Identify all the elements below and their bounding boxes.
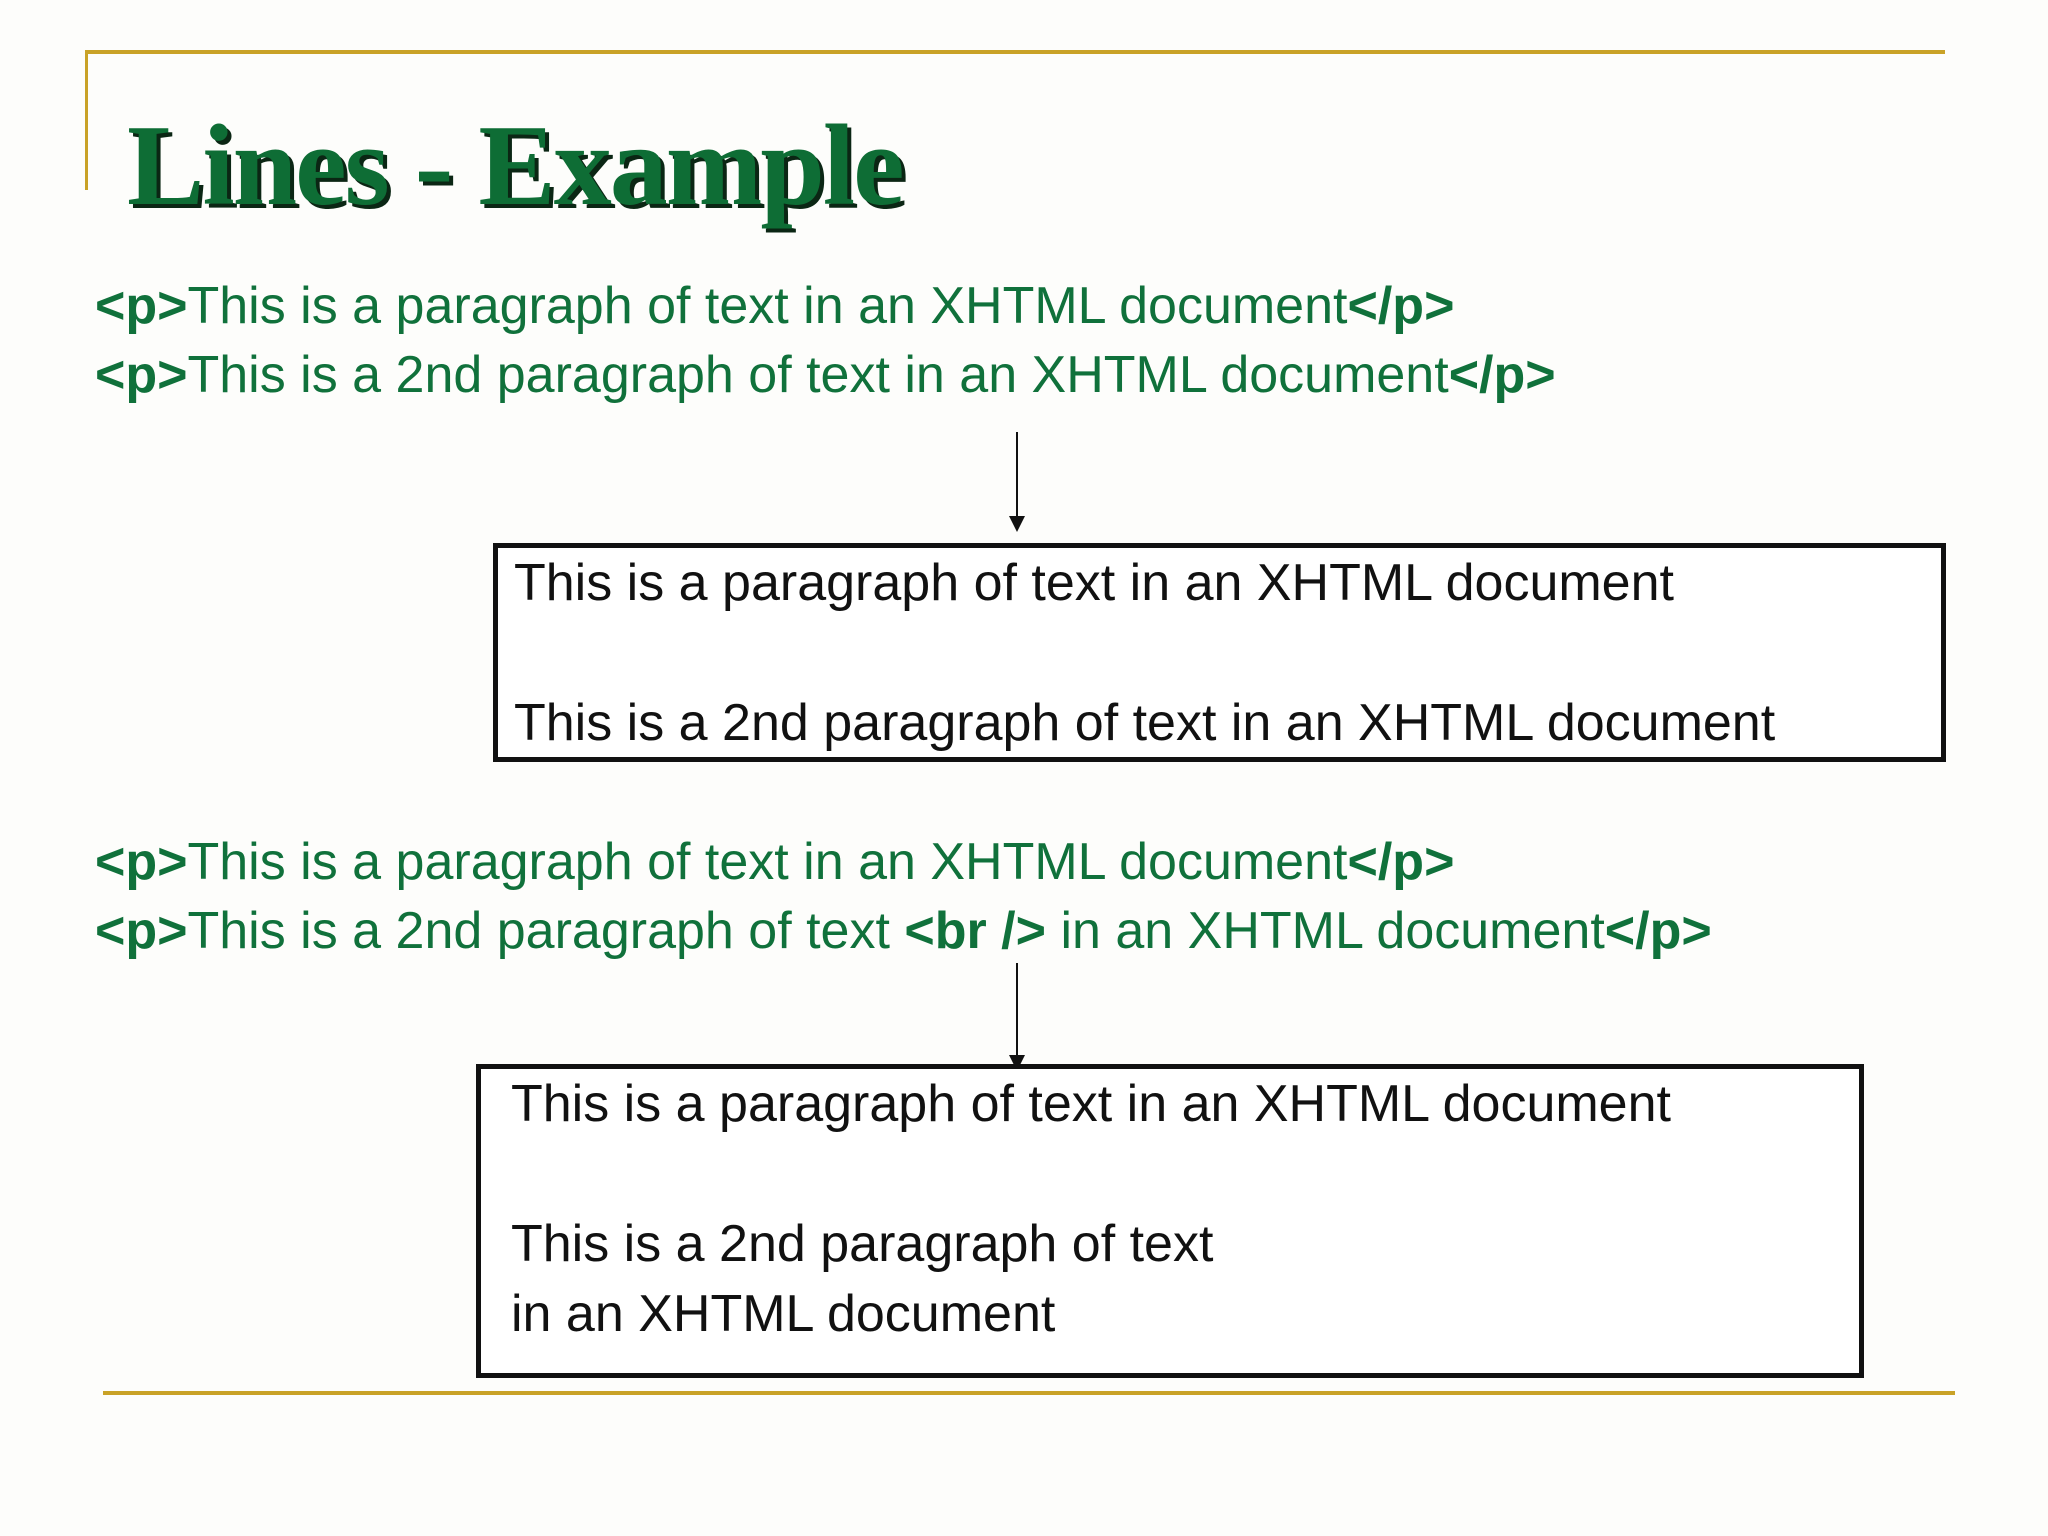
rendered-paragraph-2: This is a 2nd paragraph of text in an XHTML document xyxy=(514,694,1776,752)
rendered-paragraph-1: This is a paragraph of text in an XHTML document xyxy=(514,554,1674,612)
open-tag: <p> xyxy=(95,346,188,404)
code-line-1 xyxy=(95,276,1454,336)
open-tag: <p> xyxy=(95,902,188,960)
close-tag: </p> xyxy=(1347,833,1455,891)
close-tag: </p> xyxy=(1604,902,1712,960)
left-rule xyxy=(85,50,88,190)
code-line-4 xyxy=(95,901,1712,961)
code-text: This is a 2nd paragraph of text in an XHTML document xyxy=(187,346,1449,404)
top-rule xyxy=(85,50,1945,54)
open-tag: <p> xyxy=(95,833,188,891)
code-line-3 xyxy=(95,832,1454,892)
code-text: This is a paragraph of text in an XHTML document xyxy=(187,277,1348,335)
rendered-paragraph-2-line-1: This is a 2nd paragraph of text xyxy=(511,1215,1214,1273)
arrow-down-icon xyxy=(1016,432,1018,518)
code-line-2 xyxy=(95,345,1556,405)
bottom-rule xyxy=(103,1391,1955,1395)
slide-title: Lines - Example xyxy=(127,102,903,230)
rendered-paragraph-1: This is a paragraph of text in an XHTML document xyxy=(511,1075,1671,1133)
code-text-after-break: in an XHTML document xyxy=(1046,902,1605,960)
close-tag: </p> xyxy=(1347,277,1455,335)
code-text-before-break: This is a 2nd paragraph of text xyxy=(187,902,905,960)
rendered-output-box-1 xyxy=(493,543,1946,762)
close-tag: </p> xyxy=(1448,346,1556,404)
open-tag: <p> xyxy=(95,277,188,335)
code-text: This is a paragraph of text in an XHTML document xyxy=(187,833,1348,891)
arrow-down-icon xyxy=(1016,963,1018,1057)
br-tag: <br /> xyxy=(904,902,1046,960)
rendered-paragraph-2-line-2: in an XHTML document xyxy=(511,1285,1056,1343)
rendered-output-box-2 xyxy=(476,1064,1864,1378)
